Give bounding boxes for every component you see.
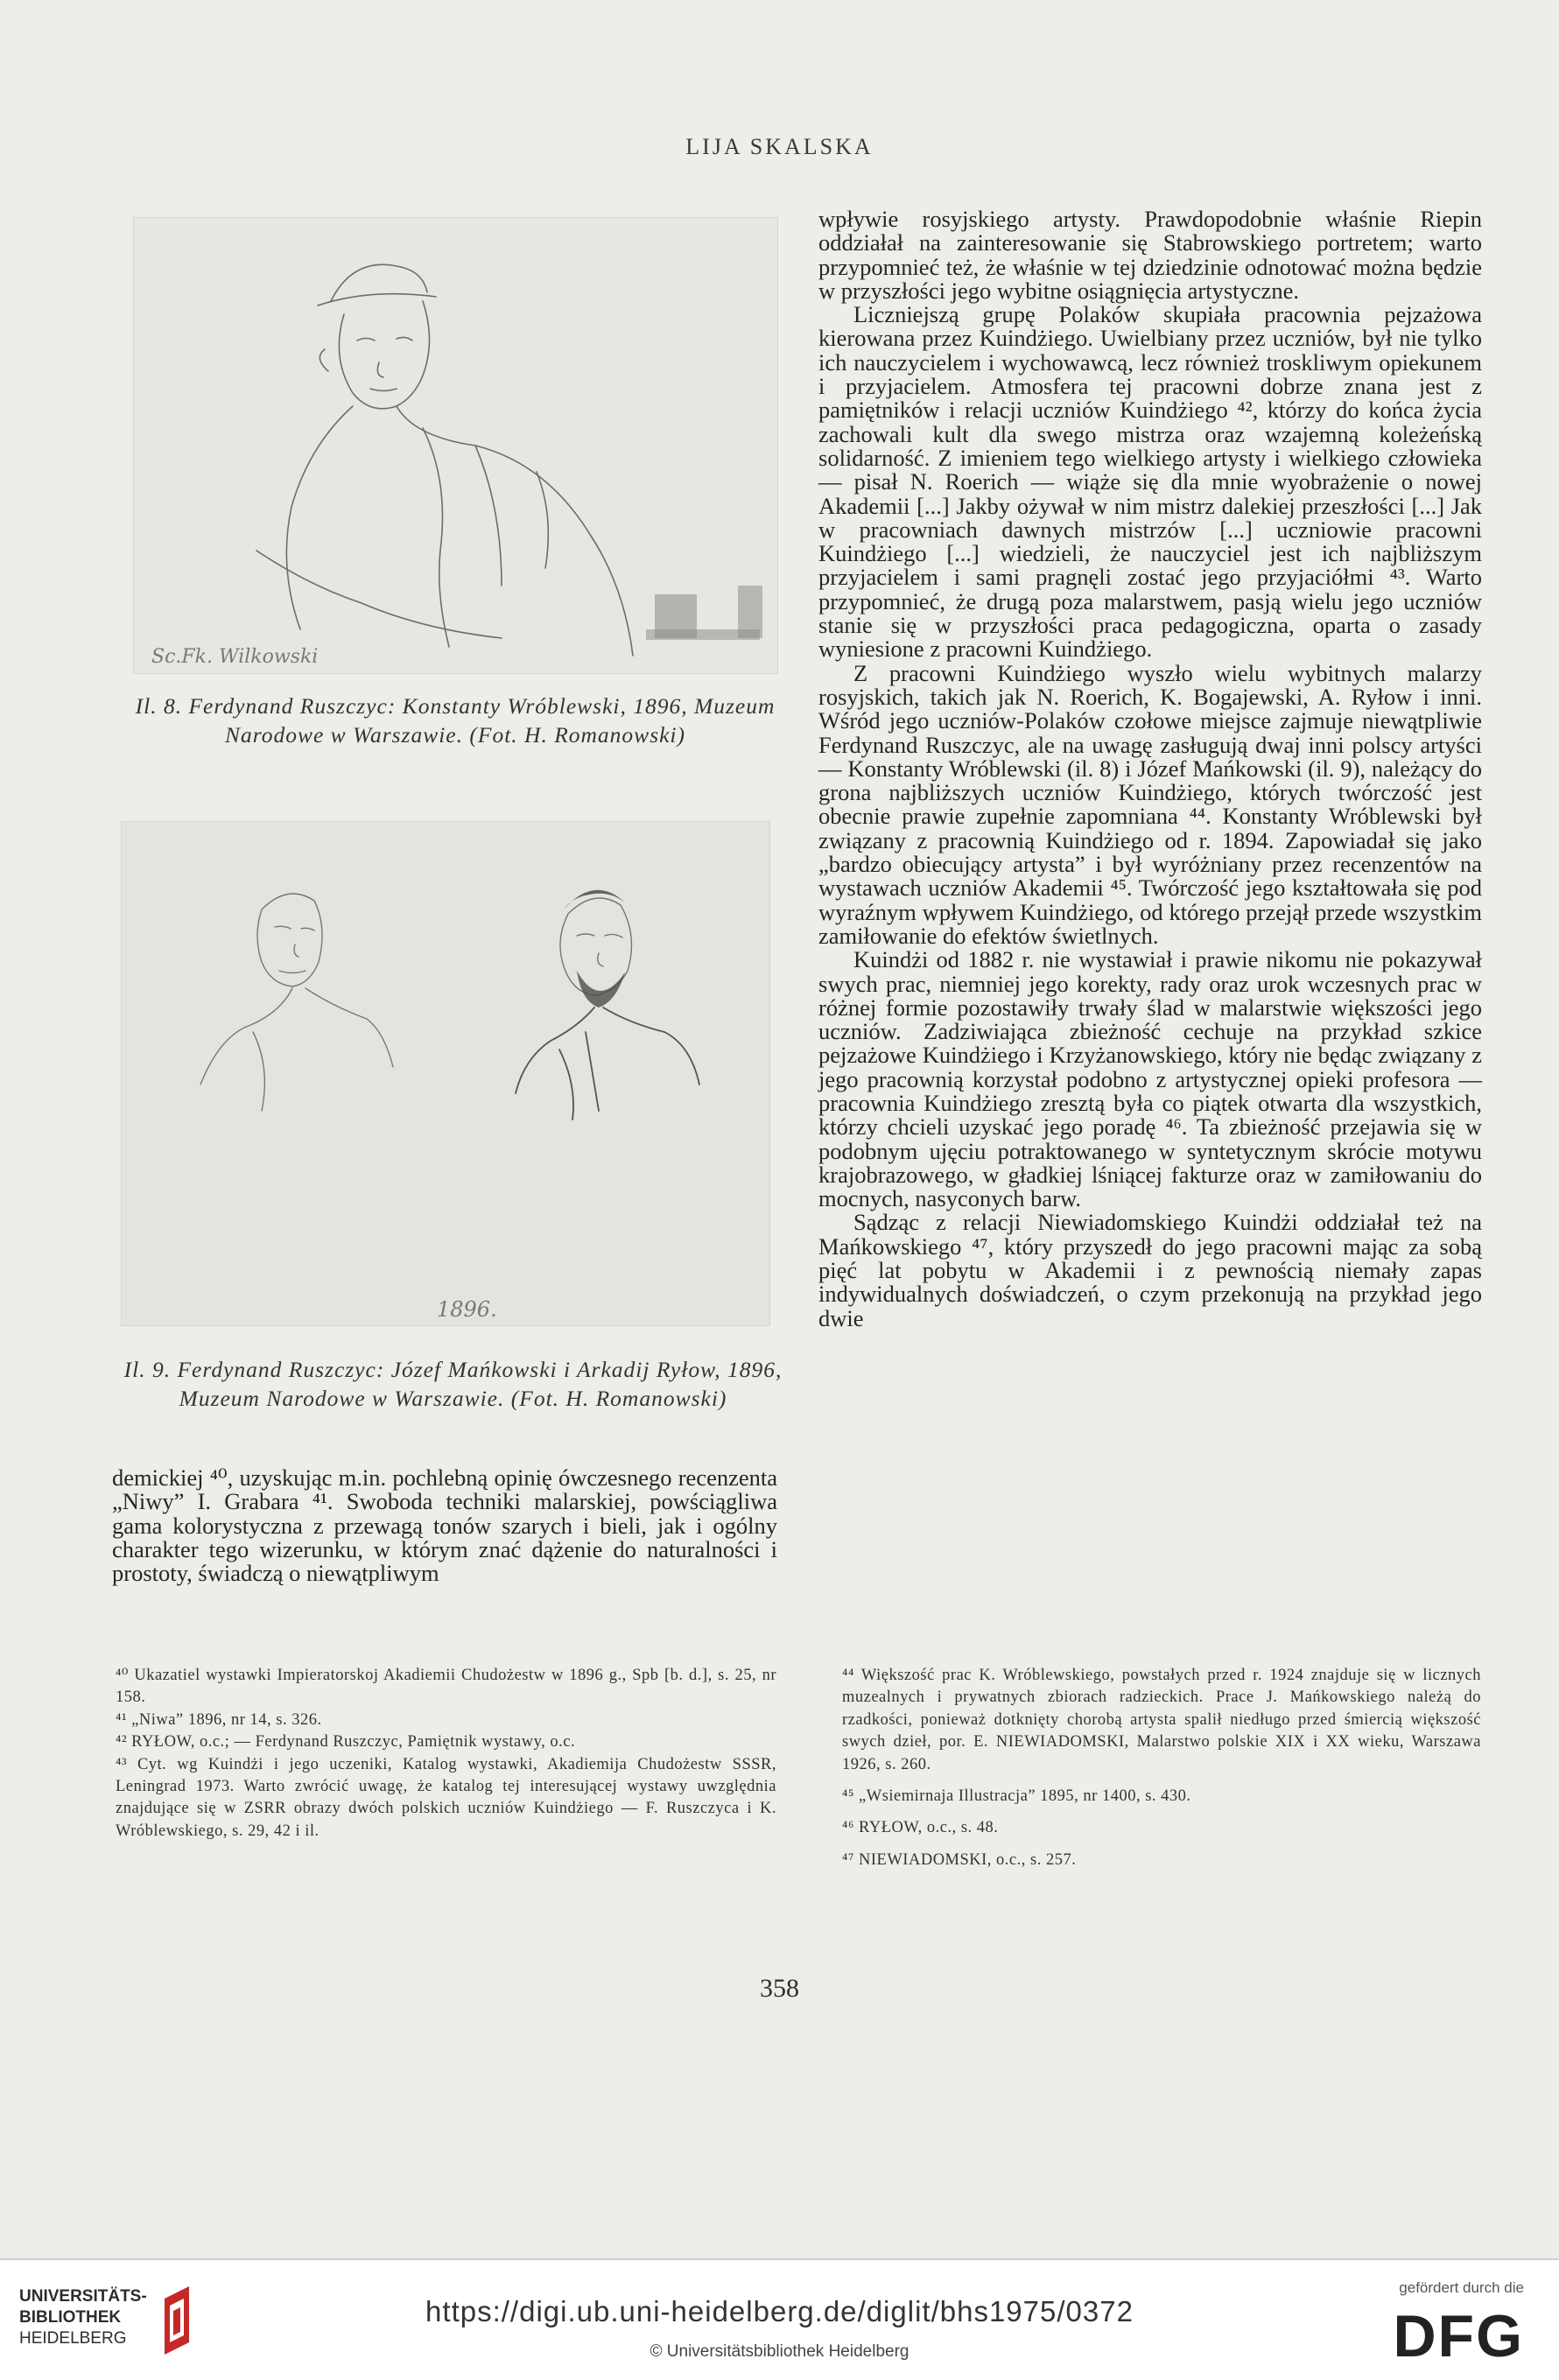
right-column — [818, 207, 1482, 1330]
library-footer — [0, 2258, 1559, 2380]
figure-9-sketch — [121, 821, 770, 1326]
footnotes-right — [842, 1665, 1481, 1871]
library-name-line2: BIBLIOTHEK — [19, 2308, 122, 2327]
footnote-43: ⁴³ Cyt. wg Kuindżi i jego uczeniki, Katalog wystawki, Akadiemija Chudożestw SSSR, Leningrad 1973. Warto zwrócić uwagę, że katalog tej interesującej wystawy uwzględnia znajdujące się w ZSRR obrazy dwóch polskich uczniów Kuindżiego — F. Ruszczyca i K. Wróblewskiego, s. 29, 42 i il. — [116, 1755, 776, 1840]
portrait-sketch-illustration — [134, 218, 777, 673]
footnote-45: ⁴⁵ „Wsiemirnaja Illustracja” 1895, nr 1400, s. 430. — [842, 1787, 1191, 1806]
left-paragraph: demickiej ⁴⁰, uzyskując m.in. pochlebną opinię ówczesnego recenzenta „Niwy” I. Grabara ⁴¹. Swoboda techniki malarskiej, powściągliwa gama kolorystyczna z przewagą tonów szarych i bieli, jak i ogólny charakter tego wizerunku, w którym znać dążenie do naturalności i prostoty, świadczą o niewątpliwym — [112, 1464, 777, 1587]
footnote-40: ⁴⁰ Ukazatiel wystawki Impieratorskoj Akadiemii Chudożestw w 1896 g., Spb [b. d.], s. 25, nr 158. — [116, 1667, 776, 1707]
library-name-line3: HEIDELBERG — [19, 2329, 127, 2348]
copyright-notice: © Universitätsbibliothek Heidelberg — [650, 2342, 909, 2361]
funding-note: gefördert durch die — [1399, 2279, 1524, 2296]
left-column — [112, 1466, 777, 1585]
footnote-47: ⁴⁷ NIEWIADOMSKI, o.c., s. 257. — [842, 1850, 1077, 1869]
permalink-url[interactable]: https://digi.ub.uni-heidelberg.de/diglit/bhs1975/0372 — [425, 2295, 1134, 2327]
right-paragraph-2: Liczniejszą grupę Polaków skupiała pracownia pejzażowa kierowana przez Kuindżiego. Uwielbiany przez uczniów, był nie tylko ich nauczycielem i wychowawcą, lecz również troskliwym opiekunem i przyjacielem. Atmosfera tej pracowni dobrze znana jest z pamiętników i relacji uczniów Kuindżiego ⁴², którzy do końca życia zachowali kult dla swego mistrza oraz wzajemną koleżeńską solidarność. Z imieniem tego wielkiego artysty i wielkiego człowieka — pisał N. Roerich — wiąże się dla mnie wyobrażenie o nowej Akademii [...] Jakby ożywał w nim mistrz dalekiej przeszłości [...] Jak w pracowniach dawnych mistrzów [...] uczniowie pracowni Kuindżiego [...] wiedzieli, że nauczyciel jest ich najbliższym przyjacielem i sami pragnęli zostać jego przyjaciółmi ⁴³. Warto przypomnieć, że drugą poza malarstwem, pasją wielu jego uczniów stanie się w przyszłości praca pedagogiczna, oparta o zasady wyniesione z pracowni Kuindżiego. — [818, 301, 1482, 663]
page-number: 358 — [760, 1974, 799, 2003]
sketch-signature: Sc.Fk. Wilkowski — [151, 646, 319, 668]
right-paragraph-3: Z pracowni Kuindżiego wyszło wielu wybitnych malarzy rosyjskich, takich jak N. Roerich, K. Bogajewski, A. Ryłow i inni. Wśród jego uczniów-Polaków czołowe miejsce zajmuje niewątpliwie Ferdynand Ruszczyc, ale na uwagę zasługują dwaj inni polscy artyści — Konstanty Wróblewski (il. 8) i Józef Mańkowski (il. 9), należący do grona najbliższych uczniów Kuindżiego, których twórczość jest obecnie prawie zupełnie zapomniana ⁴⁴. Konstanty Wróblewski był związany z pracownią Kuindżiego od r. 1894. Zapowiadał się jako „bardzo obiecujący artysta” i był wyróżniany przez recenzentów na wystawach uczniów Akademii ⁴⁵. Twórczość jego kształtowała się pod wyraźnym wpływem Kuindżiego, od którego przejął przede wszystkim zamiłowanie do efektów świetlnych. — [818, 659, 1482, 949]
figure-9-caption: Il. 9. Ferdynand Ruszczyc: Józef Mańkowski i Arkadij Ryłow, 1896, Muzeum Narodowe w Warszawie. (Fot. H. Romanowski) — [123, 1357, 783, 1411]
right-paragraph-5: Sądząc z relacji Niewiadomskiego Kuindżi oddziałał też na Mańkowskiego ⁴⁷, który przyszedł do jego pracowni mając za sobą pięć lat pobytu w Akademii i z pewnością niemały zapas indywidualnych doświadczeń, o czym przekonują na przykład jego dwie — [818, 1209, 1482, 1331]
footnotes-left — [116, 1665, 776, 1843]
library-name-line1: UNIVERSITÄTS- — [19, 2287, 147, 2306]
footnote-46: ⁴⁶ RYŁOW, o.c., s. 48. — [842, 1819, 999, 1837]
right-paragraph-4: Kuindżi od 1882 r. nie wystawiał i prawie nikomu nie pokazywał swych prac, niemniej jego korekty, rady oraz urok wczesnych prac w różnej formie pozostawiły trwały ślad w malarstwie większości jego uczniów. Zadziwiająca zbieżność cechuje na przykład szkice pejzażowe Kuindżiego i Krzyżanowskiego, który nie będąc związany z jego pracownią korzystał podobno z artystycznej opieki profesora — pracownia Kuindżiego zresztą była co piątek otwarta dla wszystkich, którzy chcieli uzyskać jego poradę ⁴⁶. Ta zbieżność przejawia się w podobnym ujęciu potraktowanego w syntetycznym skrócie motywu krajobrazowego, w gładkiej lśniącej fakturze oraz w zamiłowaniu do mocnych, nasyconych barw. — [818, 946, 1482, 1212]
footnote-41: ⁴¹ „Niwa” 1896, nr 14, s. 326. — [116, 1710, 322, 1729]
sketch-date: 1896. — [437, 1297, 497, 1322]
right-paragraph-1: wpływie rosyjskiego artysty. Prawdopodobnie właśnie Riepin oddziałał na zainteresowanie się Stabrowskiego portretem; warto przypomnieć też, że właśnie w tej dziedzinie odnotować można będzie w przyszłości jego wybitne osiągnięcia artystyczne. — [818, 206, 1482, 304]
double-portrait-sketch-illustration — [122, 822, 769, 1325]
dfg-logo[interactable]: DFG — [1393, 2303, 1524, 2369]
figure-8-caption: Il. 8. Ferdynand Ruszczyc: Konstanty Wróblewski, 1896, Muzeum Narodowe w Warszawie. (Fot. H. Romanowski) — [135, 693, 776, 748]
figure-8-sketch — [133, 217, 778, 674]
running-head: LIJA SKALSKA — [685, 134, 874, 159]
footnote-42: ⁴² RYŁOW, o.c.; — Ferdynand Ruszczyc, Pamiętnik wystawy, o.c. — [116, 1733, 576, 1752]
footnote-44: ⁴⁴ Większość prac K. Wróblewskiego, powstałych przed r. 1924 znajduje się w licznych muzealnych i prywatnych zbiorach radzieckich. Prace J. Mańkowskiego należą do rzadkości, ponieważ dotknięty chorobą artysta spalił niedługo przed śmiercią większość swych dzieł, por. E. NIEWIADOMSKI, Malarstwo polskie XIX i XX wieku, Warszawa 1926, s. 260. — [842, 1667, 1481, 1773]
